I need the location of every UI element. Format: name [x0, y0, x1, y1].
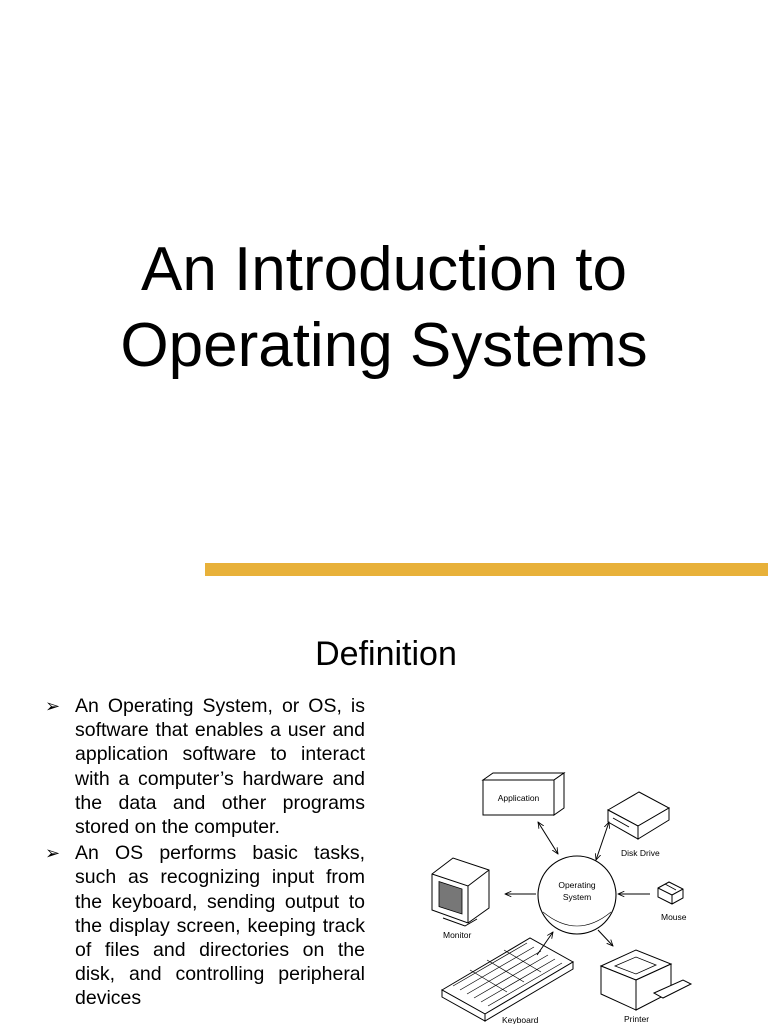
bullet-text: An OS performs basic tasks, such as recognizing input from the keyboard, sending output to the display screen, keeping track of files and directories on the disk, and controlling peripheral devices: [75, 842, 365, 1010]
arrowhead-bullet-icon: ➢: [45, 843, 61, 864]
monitor-label: Monitor: [443, 930, 472, 940]
presentation-title: [0, 232, 768, 384]
keyboard-icon: [442, 938, 573, 1024]
bullet-item: [45, 841, 365, 1010]
bullet-text: An Operating System, or OS, is software that enables a user and application software to interact with a computer’s hardware and the data and other programs stored on the computer.: [75, 695, 365, 839]
bullet-list: [45, 694, 365, 1013]
application-label: Application: [497, 793, 540, 803]
os-label-line-2: System: [562, 892, 592, 902]
accent-bar: [205, 563, 768, 576]
printer-icon: [601, 950, 691, 1024]
title-line-1: An Introduction to: [141, 234, 627, 304]
os-label-line-1: Operating: [558, 880, 596, 890]
mouse-icon: [658, 882, 687, 922]
bullet-item: [45, 694, 365, 839]
title-line-2: Operating Systems: [120, 310, 648, 380]
operating-system-node: [538, 856, 616, 934]
application-box-icon: [483, 773, 564, 815]
arrowhead-bullet-icon: ➢: [45, 696, 61, 716]
disk-drive-label: Disk Drive: [621, 848, 660, 858]
keyboard-label: Keyboard: [502, 1015, 539, 1024]
mouse-label: Mouse: [661, 912, 687, 922]
os-diagram: [425, 770, 710, 1024]
monitor-icon: [432, 858, 489, 940]
printer-label: Printer: [624, 1014, 650, 1024]
disk-drive-icon: [608, 792, 669, 858]
slide-title: Definition: [315, 635, 457, 673]
